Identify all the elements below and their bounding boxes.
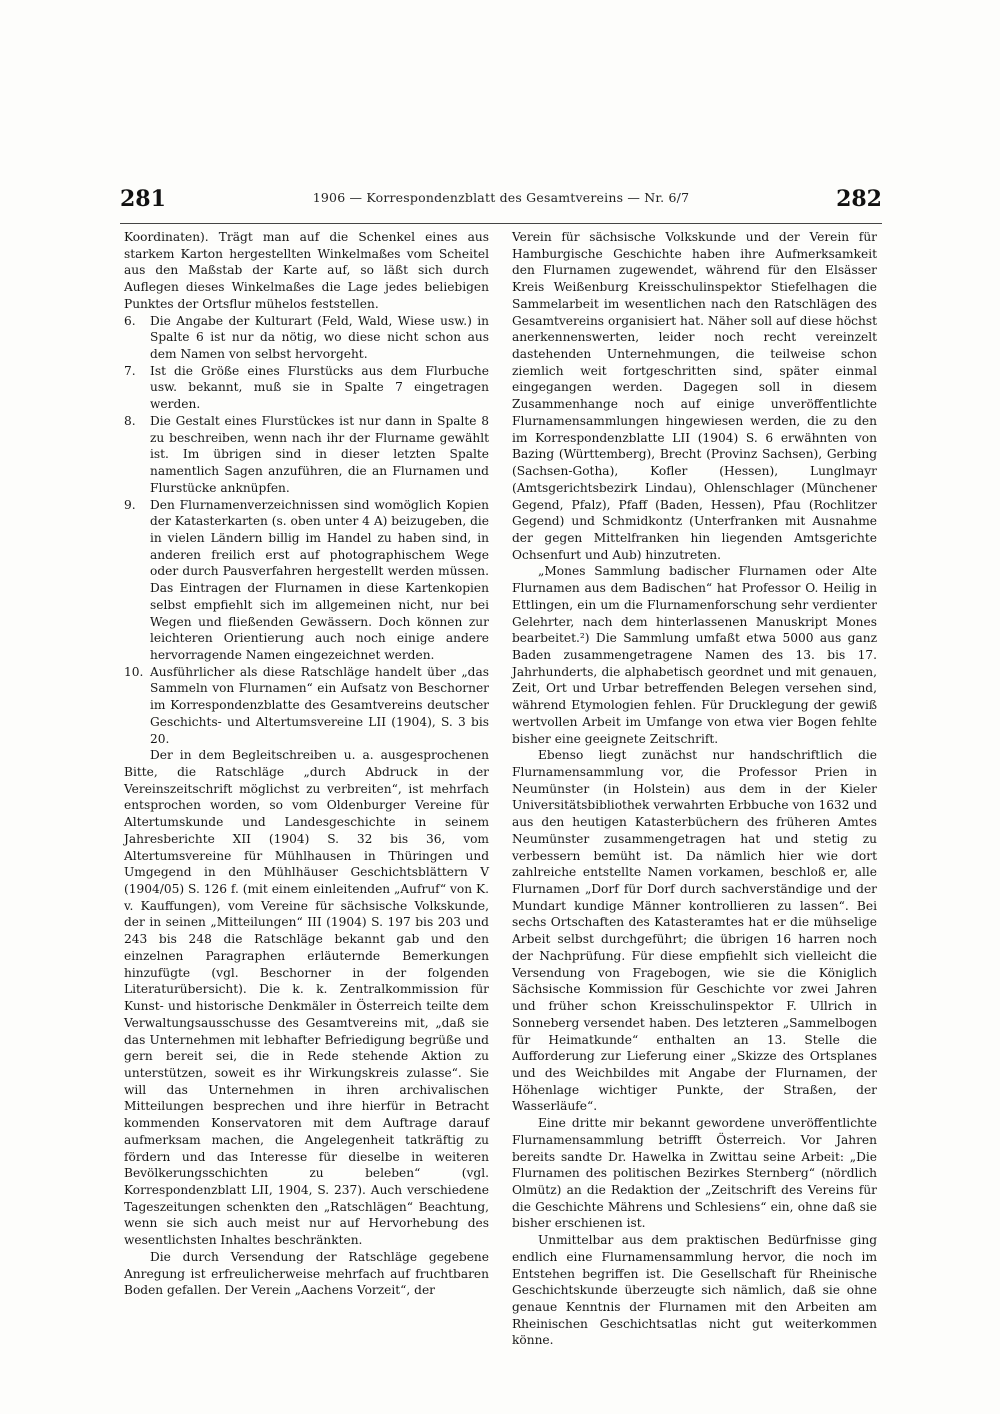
list-item-number: 9.	[124, 497, 136, 512]
list-item	[124, 413, 489, 497]
left-column	[124, 229, 489, 1299]
list-item	[124, 664, 489, 748]
page-header	[120, 186, 882, 216]
running-title: 1906 — Korrespondenzblatt des Gesamtvereins — Nr. 6/7	[312, 190, 690, 205]
paragraph: Koordinaten). Trägt man auf die Schenkel eines aus starkem Karton hergestellten Winkelmaßes vom Scheitel aus den Maßstab der Karte auf, so läßt sich durch Auflegen dieses Winkelmaßes die Lage jedes beliebigen Punktes der Ortsflur mühelos feststellen.	[124, 230, 489, 311]
list-item-text: Ist die Größe eines Flurstücks aus dem Flurbuche usw. bekannt, muß sie in Spalte 7 eingetragen werden.	[150, 363, 489, 412]
paragraph: „Mones Sammlung badischer Flurnamen oder Alte Flurnamen aus dem Badischen“ hat Professor O. Heilig in Ettlingen, ein um die Flurnamenforschung sehr verdienter Gelehrter, nach dem hinterlassenen Manuskript Mones bearbeitet.²) Die Sammlung umfaßt etwa 5000 aus ganz Baden zusammengetragene Namen des 13. bis 17. Jahrhunderts, die alphabetisch geordnet und mit genauen, Zeit, Ort und Urbar betreffenden Belegen versehen sind, während Etymologien fehlen. Für Drucklegung der gewiß wertvollen Arbeit im Umfange von etwa vier Bogen fehlte bisher eine geeignete Zeitschrift.	[512, 564, 877, 746]
paragraph: Verein für sächsische Volkskunde und der Verein für Hamburgische Geschichte haben ihre Aufmerksamkeit den Flurnamen zugewendet, während für den Elsässer Kreis Weißenburg Kreisschulinspektor Stiefelhagen die Sammelarbeit im wesentlichen nach den Ratschlägen des Gesamtvereins organisiert hat. Näher soll auf diese höchst anerkennenswerten, leider noch recht vereinzelt dastehenden Unternehmungen, die teilweise schon ziemlich weit fortgeschritten sind, später einmal eingegangen werden. Dagegen soll in diesem Zusammenhange noch auf einige unveröffentlichte Flurnamensammlungen hingewiesen werden, die zu den im Korrespondenzblatte LII (1904) S. 6 erwähnten von Bazing (Württemberg), Brecht (Provinz Sachsen), Gerbing (Sachsen-Gotha), Kofler (Hessen), Lunglmayr (Amtsgerichtsbezirk Lindau), Ohlenschlager (Münchener Gegend, Pfalz), Pfaff (Baden, Hessen), Pfau (Rochlitzer Gegend) und Schmidkontz (Unterfranken mit Ausnahme der gegen Mittelfranken hin liegenden Amtsgerichte Ochsenfurt und Aub) hinzutreten.	[512, 230, 877, 562]
list-item-text: Den Flurnamenverzeichnissen sind womöglich Kopien der Katasterkarten (s. oben unter 4 A) beizugeben, die in vielen Ländern billig im Handel zu haben sind, in anderen freilich erst auf photographischem Wege oder durch Pausverfahren hergestellt werden müssen. Das Eintragen der Flurnamen in diese Kartenkopien selbst empfiehlt sich im allgemeinen nicht, nur bei Wegen und fließenden Gewässern. Doch können zur leichteren Orientierung auch noch einige andere hervorragende Namen eingezeichnet werden.	[150, 497, 489, 662]
list-item	[124, 497, 489, 664]
header-rule	[120, 223, 882, 224]
list-item-number: 10.	[124, 664, 144, 679]
list-item-text: Ausführlicher als diese Ratschläge handelt über „das Sammeln von Flurnamen“ ein Aufsatz von Beschorner im Korrespondenzblatte des Gesamtvereins deutscher Geschichts- und Altertumsvereine LII (1904), S. 3 bis 20.	[150, 664, 489, 746]
list-item	[124, 313, 489, 363]
page-number-left: 281	[120, 186, 166, 212]
paragraph: Die durch Versendung der Ratschläge gegebene Anregung ist erfreulicherweise mehrfach auf fruchtbaren Boden gefallen. Der Verein „Aachens Vorzeit“, der	[124, 1249, 489, 1298]
list-item-number: 6.	[124, 313, 136, 328]
paragraph: Unmittelbar aus dem praktischen Bedürfnisse ging endlich eine Flurnamensammlung hervor, die noch im Entstehen begriffen ist. Die Gesellschaft für Rheinische Geschichtskunde überzeugte sich nämlich, daß sie ohne genaue Kenntnis der Flurnamen mit den Arbeiten am Rheinischen Geschichtsatlas nicht gut weiterkommen könne.	[512, 1233, 877, 1348]
list-item-number: 7.	[124, 363, 136, 378]
page-number-right: 282	[836, 186, 882, 212]
list-item-text: Die Angabe der Kulturart (Feld, Wald, Wiese usw.) in Spalte 6 ist nur da nötig, wo diese nicht schon aus dem Namen von selbst hervorgeht.	[150, 313, 489, 362]
list-item-text: Die Gestalt eines Flurstückes ist nur dann in Spalte 8 zu beschreiben, wenn nach ihr der Flurname gewählt ist. Im übrigen sind in dieser letzten Spalte namentlich Sagen anzuführen, die an Flurnamen und Flurstücke anknüpfen.	[150, 413, 489, 495]
paragraph: Der in dem Begleitschreiben u. a. ausgesprochenen Bitte, die Ratschläge „durch Abdruck in der Vereinszeitschrift möglichst zu verbreiten“, ist mehrfach entsprochen worden, so vom Oldenburger Vereine für Altertumskunde und Landesgeschichte in seinem Jahresberichte XII (1904) S. 32 bis 36, vom Altertumsvereine für Mühlhausen in Thüringen und Umgegend in den Mühlhäuser Geschichtsblättern V (1904/05) S. 126 f. (mit einem einleitenden „Aufruf“ von K. v. Kauffungen), vom Vereine für sächsische Volkskunde, der in seinen „Mitteilungen“ III (1904) S. 197 bis 203 und 243 bis 248 die Ratschläge bekannt gab und den einzelnen Paragraphen erläuternde Bemerkungen hinzufügte (vgl. Beschorner in der folgenden Literaturübersicht). Die k. k. Zentralkommission für Kunst- und historische Denkmäler in Österreich teilte dem Verwaltungsausschusse des Gesamtvereins mit, „daß sie das Unternehmen mit lebhafter Befriedigung begrüße und gern bereit sei, die in Rede stehende Aktion zu unterstützen, soweit es ihr Wirkungskreis zulasse“. Sie will das Unternehmen in ihren archivalischen Mitteilungen besprechen und ihre hierfür in Betracht kommenden Konservatoren mit dem Auftrage darauf aufmerksam machen, die Angelegenheit tatkräftig zu fördern und das Interesse für dieselbe in weiteren Bevölkerungsschichten zu beleben“ (vgl. Korrespondenzblatt LII, 1904, S. 237). Auch verschiedene Tageszeitungen schenkten den „Ratschlägen“ Beachtung, wenn sie sich auch meist nur auf Hervorhebung des wesentlichsten Inhaltes beschränkten.	[124, 748, 489, 1248]
paragraph: Ebenso liegt zunächst nur handschriftlich die Flurnamensammlung vor, die Professor Prien in Neumünster (in Holstein) aus dem in der Kieler Universitätsbibliothek verwahrten Erbbuche von 1632 und aus den heutigen Katasterbüchern des früheren Amtes Neumünster zusammengetragen hat und stetig zu verbessern bemüht ist. Da nämlich hier wie dort zahlreiche entstellte Namen vorkamen, beschloß er, alle Flurnamen „Dorf für Dorf durch sachverständige und der Mundart kundige Männer kontrollieren zu lassen“. Bei sechs Ortschaften des Katasteramtes hat er die mühselige Arbeit selbst durchgeführt; die übrigen 16 harren noch der Nachprüfung. Für diese empfiehlt sich vielleicht die Versendung von Fragebogen, wie sie die Königlich Sächsische Kommission für Geschichte vor zwei Jahren und früher schon Kreisschulinspektor F. Ullrich in Sonneberg versendet haben. Des letzteren „Sammelbogen für Heimatkunde“ enthalten an 13. Stelle die Aufforderung zur Lieferung einer „Skizze des Ortsplanes und des Weichbildes mit Angabe der Flurnamen, der Höhenlage wichtiger Punkte, der Straßen, der Wasserläufe“.	[512, 748, 877, 1114]
paragraph: Eine dritte mir bekannt gewordene unveröffentlichte Flurnamensammlung betrifft Österreich. Vor Jahren bereits sandte Dr. Hawelka in Zwittau seine Arbeit: „Die Flurnamen des politischen Bezirkes Sternberg“ (nördlich Olmütz) an die Redaktion der „Zeitschrift des Vereins für die Geschichte Mährens und Schlesiens“ ein, ohne daß sie bisher erschienen ist.	[512, 1116, 877, 1231]
right-column	[512, 229, 877, 1349]
list-item	[124, 363, 489, 413]
list-item-number: 8.	[124, 413, 136, 428]
